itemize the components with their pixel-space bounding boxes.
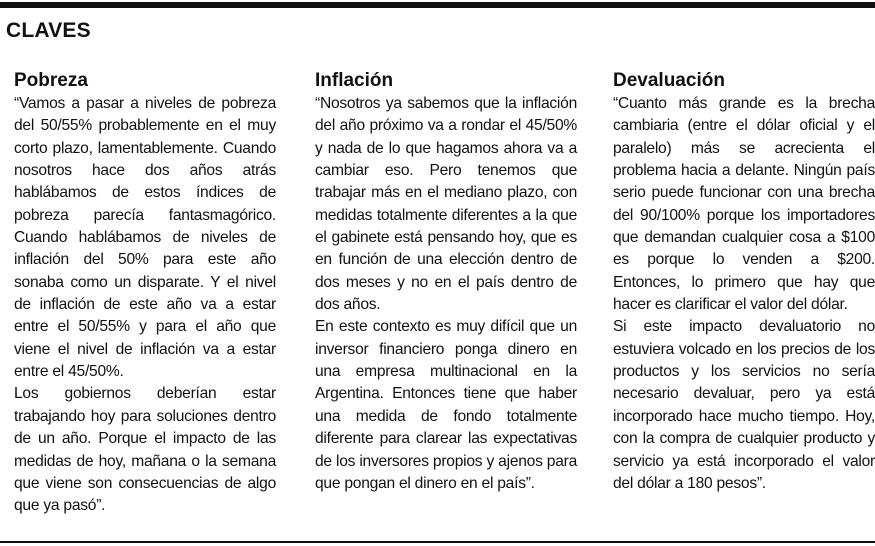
column-pobreza bbox=[14, 69, 276, 518]
column-paragraph: Si este impacto devaluatorio no estuviera volcado en los precios de los productos y los servicios no sería necesario devaluar, pero ya está incorporado hace mucho tiempo. Hoy, con la compra de cualquier producto y servicio ya está incorporado el valor del dólar a 180 pesos”. bbox=[613, 318, 875, 492]
column-paragraph: Los gobiernos deberían estar trabajando hoy para soluciones dentro de un año. Porque el impacto de las medidas de hoy, mañana o la semana que viene son consecuencias de algo que ya pasó”. bbox=[14, 385, 276, 515]
column-heading: Devaluación bbox=[613, 70, 725, 91]
column-heading: Pobreza bbox=[14, 70, 88, 91]
column-paragraph: “Cuanto más grande es la brecha cambiaria (entre el dólar oficial y el paralelo) más se acrecienta el problema hacia a delante. Ningún país serio puede funcionar con una brecha del 90/100% porque los importadores que demandan cualquier cosa a $100 es porque lo venden a $200. Entonces, lo primero que hay que hacer es clarificar el valor del dólar. bbox=[613, 95, 875, 314]
column-devaluacion bbox=[613, 69, 875, 495]
column-paragraph: “Vamos a pasar a niveles de pobreza del 50/55% probablemente en el muy corto plazo, lamentablemente. Cuando nosotros hace dos años atrás hablábamos de estos índices de pobreza parecía fantasmagórico. Cuando hablábamos de niveles de inflación del 50% para este año sonaba como un disparate. Y el nivel de inflación de este año va a estar entre el 50/55% y para el año que viene el nivel de inflación va a estar entre el 45/50%. bbox=[14, 95, 276, 381]
top-rule bbox=[0, 2, 875, 8]
column-heading: Inflación bbox=[315, 70, 394, 91]
column-paragraph: “Nosotros ya sabemos que la inflación del año próximo va a rondar el 45/50% y nada de lo que hagamos ahora va a cambiar eso. Pero tenemos que trabajar más en el mediano plazo, con medidas totalmente diferentes a la que el gabinete está pensando hoy, que es en función de una elección dentro de dos meses y no en el país dentro de dos años. bbox=[315, 95, 577, 314]
column-inflacion bbox=[315, 69, 577, 495]
bottom-rule bbox=[0, 541, 875, 543]
section-title: CLAVES bbox=[6, 19, 91, 42]
column-paragraph: En este contexto es muy difícil que un inversor financiero ponga dinero en una empresa multinacional en la Argentina. Entonces tiene que haber una medida de fondo totalmente diferente para clarear las expectativas de los inversores propios y ajenos para que pongan el dinero en el país”. bbox=[315, 318, 577, 492]
